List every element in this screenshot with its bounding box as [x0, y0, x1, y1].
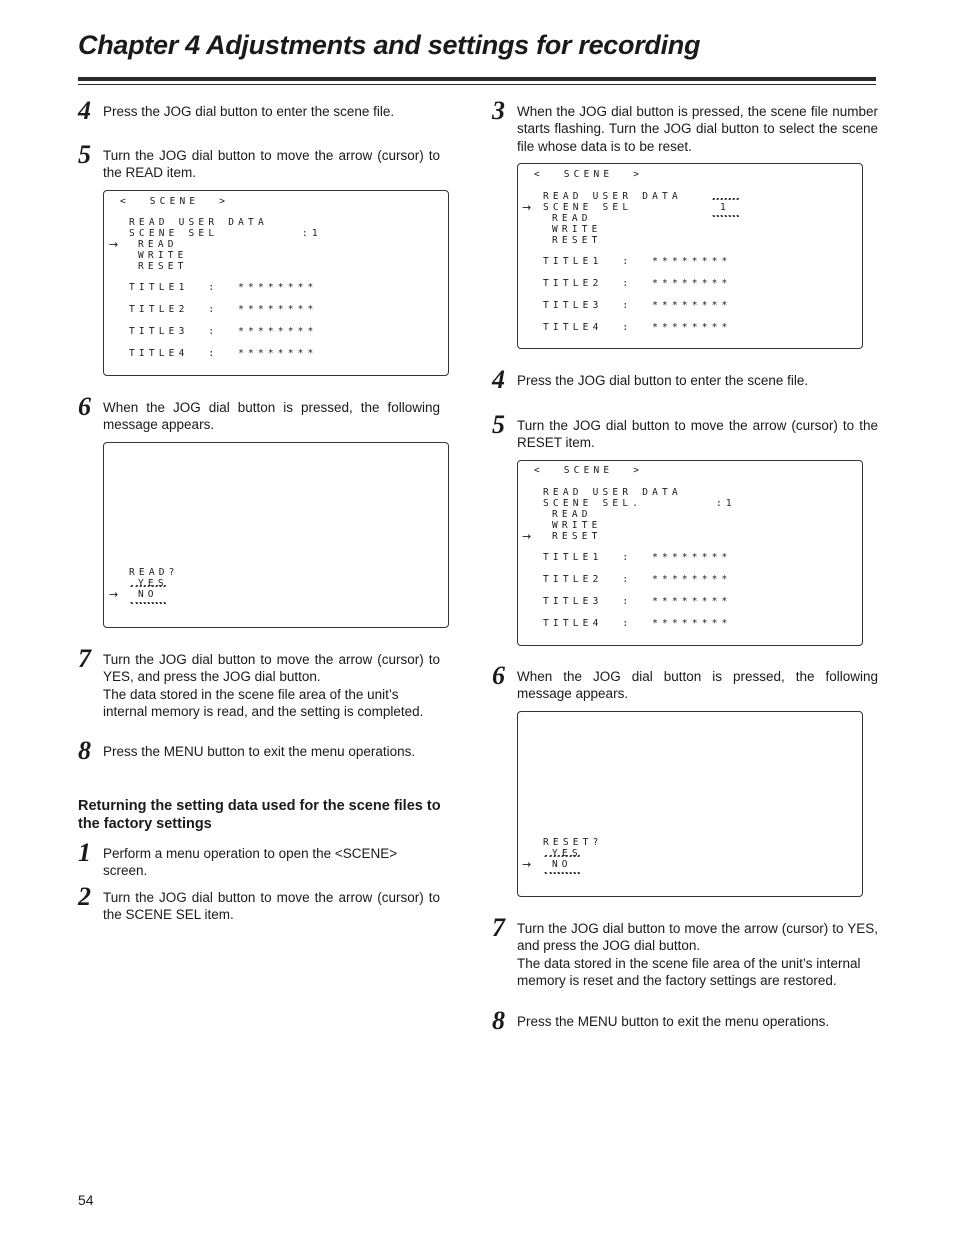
header-rule-thick	[78, 77, 876, 81]
step-text: Perform a menu operation to open the <SCENE> screen.	[103, 846, 398, 879]
screen-line-no-flashing: NO	[138, 589, 158, 600]
step-number: 7	[78, 644, 91, 673]
section-heading: Returning the setting data used for the scene files to the factory settings	[78, 798, 441, 832]
screen-line-title4: TITLE4 : ********	[543, 322, 732, 333]
step-text: When the JOG dial button is pressed, the following message appears.	[103, 400, 440, 433]
step-number: 3	[492, 96, 505, 125]
step-exit-menu	[492, 1006, 878, 1035]
screen-line-reset-prompt: RESET?	[543, 837, 603, 848]
screen-line-read-prompt: READ?	[129, 567, 179, 578]
step-select-yes	[78, 644, 440, 720]
screen-line-scene-sel: SCENE SEL	[543, 202, 633, 213]
screen-line-read: READ	[138, 239, 178, 250]
cursor-arrow-icon: →	[109, 588, 119, 601]
screen-line-no-flashing: NO	[552, 859, 572, 870]
screen-line-title3: TITLE3 : ********	[543, 300, 732, 311]
screen-line-reset: RESET	[138, 261, 188, 272]
scene-screen-read	[103, 190, 449, 376]
screen-scene-sel-value-flashing: 1	[720, 202, 730, 213]
screen-line-read-user-data: READ USER DATA	[543, 191, 682, 202]
step-move-to-reset	[492, 410, 878, 452]
step-text: Press the JOG dial button to enter the scene file.	[517, 373, 809, 388]
step-number: 5	[78, 140, 91, 169]
step-number: 5	[492, 410, 505, 439]
step-move-to-scene-sel	[78, 882, 440, 924]
step-message-appears	[78, 392, 440, 434]
step-number: 8	[492, 1006, 505, 1035]
screen-line-reset: RESET	[552, 235, 602, 246]
chapter-title: Chapter 4 Adjustments and settings for recording	[78, 30, 701, 60]
header-rule-thin	[78, 84, 876, 85]
step-text: Turn the JOG dial button to move the arrow (cursor) to the READ item.	[103, 148, 440, 181]
step-move-to-read	[78, 140, 440, 182]
step-number: 6	[78, 392, 91, 421]
screen-line-read-user-data: READ USER DATA	[129, 217, 268, 228]
screen-line-title1: TITLE1 : ********	[543, 256, 732, 267]
step-text: Turn the JOG dial button to move the arrow (cursor) to YES, and press the JOG dial button.	[103, 652, 440, 685]
screen-scene-sel-value: :1	[302, 228, 322, 239]
screen-line-title4: TITLE4 : ********	[543, 618, 732, 629]
screen-line-write: WRITE	[138, 250, 188, 261]
step-text: Press the JOG dial button to enter the scene file.	[103, 104, 395, 119]
cursor-arrow-icon: →	[522, 858, 532, 871]
step-number: 1	[78, 838, 91, 867]
step-number: 2	[78, 882, 91, 911]
screen-header: < SCENE >	[534, 465, 644, 476]
step-enter-scene-file	[78, 96, 440, 125]
screen-line-scene-sel: SCENE SEL	[129, 228, 219, 239]
cursor-arrow-icon: →	[109, 238, 119, 251]
screen-line-title2: TITLE2 : ********	[543, 278, 732, 289]
cursor-arrow-icon: →	[522, 530, 532, 543]
screen-line-title1: TITLE1 : ********	[129, 282, 318, 293]
screen-line-yes: YES	[138, 578, 168, 589]
screen-line-write: WRITE	[552, 224, 602, 235]
read-confirm-screen	[103, 442, 449, 628]
step-open-scene-screen	[78, 838, 440, 880]
cursor-arrow-icon: →	[522, 201, 532, 214]
step-text: When the JOG dial button is pressed, the following message appears.	[517, 669, 878, 702]
screen-line-read: READ	[552, 213, 592, 224]
step-text: When the JOG dial button is pressed, the scene file number starts flashing. Turn the JOG dial button to select the scene file whose data is to be reset.	[517, 104, 878, 154]
screen-line-title4: TITLE4 : ********	[129, 348, 318, 359]
step-text-result: The data stored in the scene file area of the unit’s internal memory is reset and the factory settings are restored.	[517, 955, 861, 988]
step-enter-scene-file	[492, 365, 878, 394]
step-number: 7	[492, 913, 505, 942]
screen-line-reset: RESET	[552, 531, 602, 542]
scene-screen-reset	[517, 460, 863, 646]
screen-line-title1: TITLE1 : ********	[543, 552, 732, 563]
screen-line-title2: TITLE2 : ********	[129, 304, 318, 315]
step-exit-menu	[78, 736, 440, 765]
screen-header: < SCENE >	[534, 169, 644, 180]
screen-scene-sel-value: :1	[716, 498, 736, 509]
step-text: Turn the JOG dial button to move the arrow (cursor) to YES, and press the JOG dial button.	[517, 921, 878, 954]
screen-line-title2: TITLE2 : ********	[543, 574, 732, 585]
screen-line-title3: TITLE3 : ********	[543, 596, 732, 607]
screen-line-write: WRITE	[552, 520, 602, 531]
step-message-appears	[492, 661, 878, 703]
step-number: 4	[78, 96, 91, 125]
screen-line-yes: YES	[552, 848, 582, 859]
screen-line-title3: TITLE3 : ********	[129, 326, 318, 337]
screen-header: < SCENE >	[120, 196, 230, 207]
step-text: Turn the JOG dial button to move the arrow (cursor) to the RESET item.	[517, 418, 878, 451]
step-text: Turn the JOG dial button to move the arrow (cursor) to the SCENE SEL item.	[103, 890, 440, 923]
screen-line-read: READ	[552, 509, 592, 520]
step-number: 4	[492, 365, 505, 394]
step-number: 6	[492, 661, 505, 690]
scene-screen-select	[517, 163, 863, 349]
step-text-result: The data stored in the scene file area of the unit’s internal memory is read, and the setting is completed.	[103, 686, 424, 719]
step-scene-number-flashing	[492, 96, 878, 155]
screen-line-scene-sel: SCENE SEL.	[543, 498, 643, 509]
page-number: 54	[78, 1192, 94, 1208]
step-select-yes	[492, 913, 878, 989]
screen-line-read-user-data: READ USER DATA	[543, 487, 682, 498]
step-text: Press the MENU button to exit the menu operations.	[517, 1014, 830, 1029]
reset-confirm-screen	[517, 711, 863, 897]
step-text: Press the MENU button to exit the menu operations.	[103, 744, 416, 759]
step-number: 8	[78, 736, 91, 765]
